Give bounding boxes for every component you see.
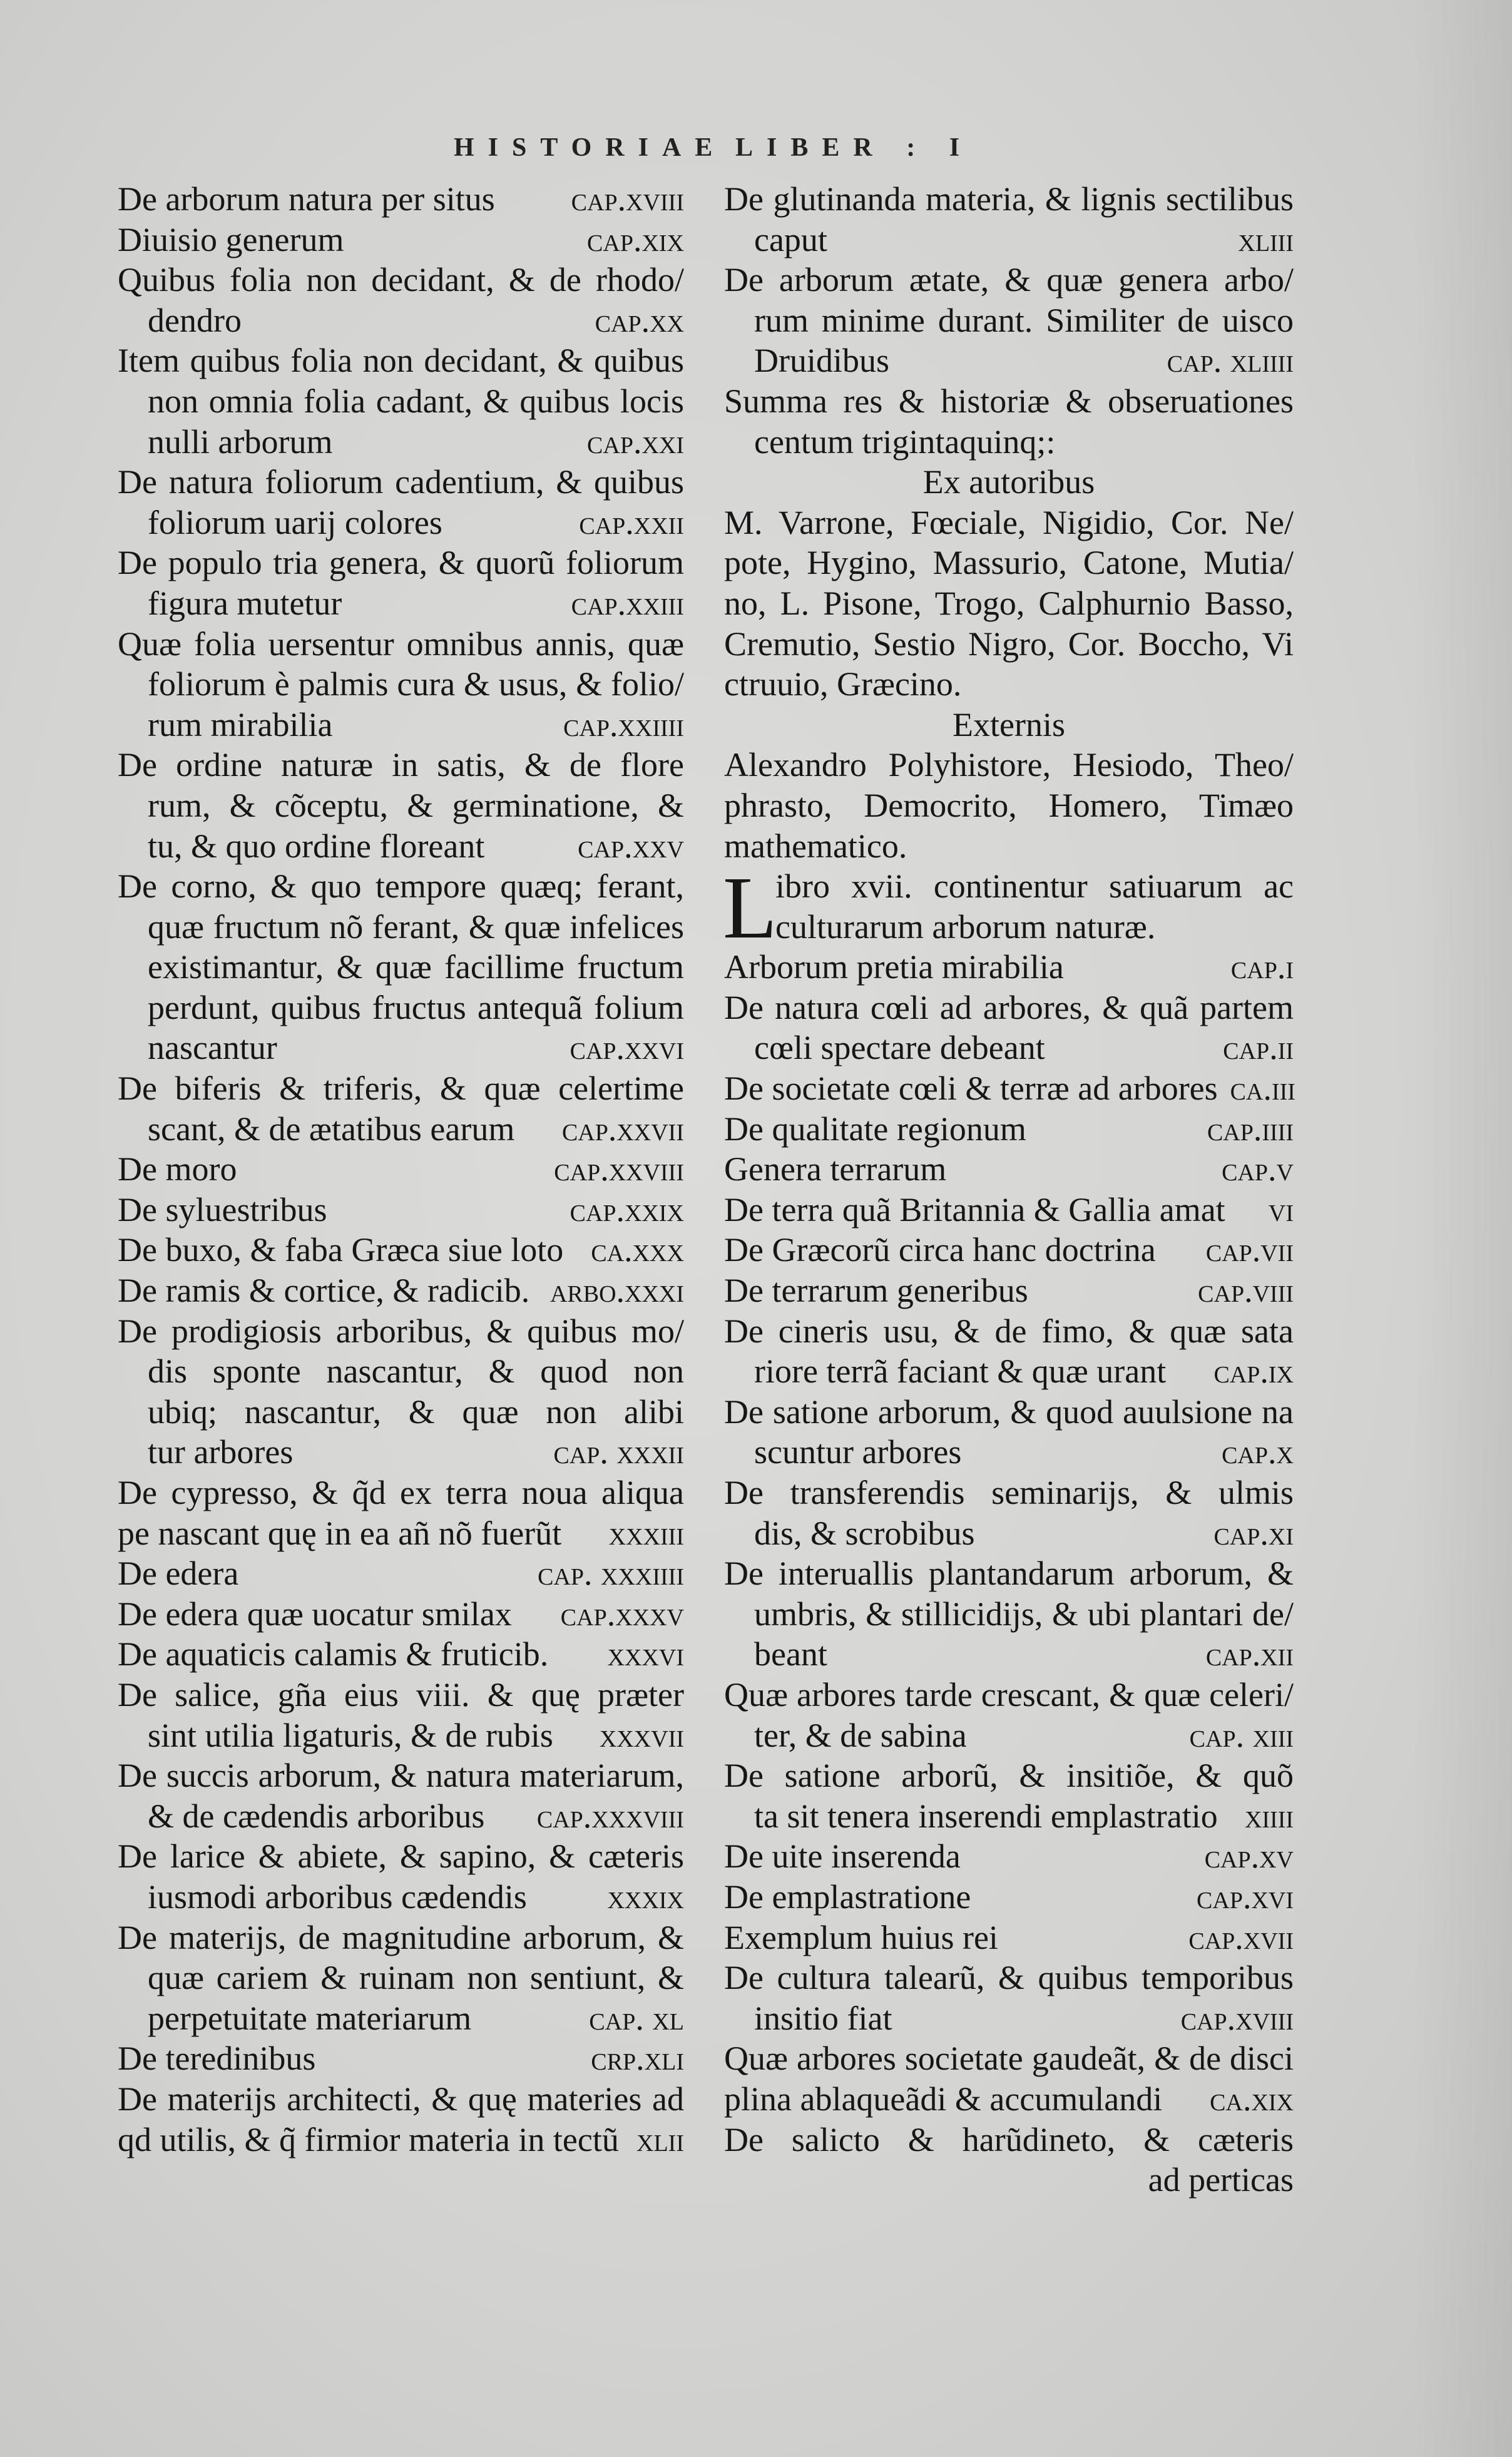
entry-text: De terra quã Britannia & Gallia amat [724,1190,1225,1228]
index-line [118,2079,684,2120]
entry-text: dendro [148,301,242,339]
entry-text: Externis [953,705,1065,743]
index-line [724,543,1294,583]
entry-text: sint utilia ligaturis, & de rubis [148,1716,553,1754]
index-line [118,422,684,462]
index-line [118,664,684,705]
chapter-number: xxxiii [608,1514,684,1552]
entry-text: ctruuio, Græcino. [724,665,962,703]
entry-text: De interuallis plantandarum arborum, & [724,1555,1294,1593]
index-line [724,1351,1294,1392]
entry-text: De ordine naturæ in satis, & de flore [118,746,684,784]
running-head-left: HISTORIAE [454,133,727,162]
index-line [118,340,684,381]
entry-text: De cultura talearũ, & quibus temporibus [724,1959,1294,1997]
entry-text: mathematico. [724,827,907,865]
index-line [118,1918,684,1958]
index-line [724,260,1294,300]
index-line [118,1594,684,1635]
index-line [724,1675,1294,1715]
index-line [118,220,684,260]
chapter-number: cap.xxiiii [563,705,684,743]
chapter-number: vi [1268,1190,1294,1228]
entry-text: De edera quæ uocatur smilax [118,1595,512,1633]
index-line [118,988,684,1028]
entry-text: Arborum pretia mirabilia [724,948,1064,986]
chapter-number: cap.xv [1204,1837,1294,1876]
entry-text: rum minime durant. Similiter de uisco [754,301,1294,339]
index-line [118,1877,684,1918]
index-line [118,1553,684,1594]
entry-text: umbris, & stillicidijs, & ubi plantari de/ [754,1595,1294,1633]
entry-text: De materijs architecti, & quę materies ad [118,2080,684,2118]
entry-text: De qualitate regionum [724,1110,1026,1148]
entry-text: tu, & quo ordine floreant [148,827,485,865]
chapter-number: cap.xxix [570,1190,684,1228]
index-line [724,1190,1294,1230]
chapter-number: cap.xvii [1188,1918,1294,1956]
entry-text: scant, & de ætatibus earum [148,1110,515,1148]
index-line [118,503,684,543]
index-line [724,1149,1294,1190]
index-line [724,1553,1294,1594]
entry-text: Quæ arbores societate gaudeãt, & de disci [724,2040,1294,2078]
entry-text: De prodigiosis arboribus, & quibus mo/ [118,1312,684,1350]
chapter-number: xxxvii [599,1716,684,1754]
entry-text: ad perticas [1148,2161,1294,2199]
chapter-number: xiiii [1244,1797,1294,1835]
index-line [724,907,1294,948]
chapter-number: cap.ii [1223,1029,1294,1067]
entry-text: scuntur arbores [754,1433,962,1471]
index-line [724,1715,1294,1756]
chapter-number: cap.xxxviii [536,1797,684,1835]
index-line [724,381,1294,422]
chapter-number: xlii [636,2120,684,2158]
index-line [118,1068,684,1109]
index-line [724,1432,1294,1473]
entry-text: De ramis & cortice, & radicib. [118,1272,530,1310]
index-line [724,583,1294,624]
entry-text: De aquaticis calamis & fruticib. [118,1635,549,1673]
entry-text: De larice & abiete, & sapino, & cæteris [118,1837,684,1876]
chapter-number: cap.xxi [587,422,684,461]
entry-text: pote, Hygino, Massurio, Catone, Mutia/ [724,544,1294,582]
index-line [724,1836,1294,1877]
entry-text: foliorum uarij colores [148,503,442,541]
index-line [118,1311,684,1352]
index-line [118,381,684,422]
index-line [118,1715,684,1756]
chapter-number: xxxix [607,1877,684,1916]
index-line [118,1755,684,1796]
entry-text: De Græcorũ circa hanc doctrina [724,1231,1156,1269]
entry-text: centum trigintaquinq;: [754,422,1056,461]
index-line [724,1918,1294,1958]
chapter-number: crp.xli [591,2040,684,2078]
index-line [118,1473,684,1513]
index-line [724,1877,1294,1918]
index-line [724,705,1294,745]
chapter-number: cap.xxviii [554,1150,684,1188]
entry-text: existimantur, & quæ facillime fructum [148,948,684,986]
index-line [118,2038,684,2079]
index-line [724,1796,1294,1837]
entry-text: De corno, & quo tempore quæq; ferant, [118,867,684,906]
index-line [118,947,684,988]
index-line [724,340,1294,381]
entry-text: De cineris usu, & de fimo, & quæ sata [724,1312,1294,1350]
chapter-number: cap.v [1222,1150,1294,1188]
entry-text: plina ablaqueãdi & accumulandi [724,2080,1163,2118]
index-line [724,1755,1294,1796]
entry-text: Alexandro Polyhistore, Hesiodo, Theo/ [724,746,1294,784]
chapter-number: ca.xix [1210,2080,1294,2118]
chapter-number: cap.xvi [1197,1877,1294,1916]
index-line [724,1270,1294,1311]
index-line [118,2120,684,2160]
entry-text: pe nascant quę in ea añ nõ fuerũt [118,1514,562,1552]
entry-text: Item quibus folia non decidant, & quibus [118,342,684,380]
chapter-number: cap.viii [1198,1272,1294,1310]
entry-text: De teredinibus [118,2040,316,2078]
entry-text: M. Varrone, Fœciale, Nigidio, Cor. Ne/ [724,503,1294,541]
chapter-number: cap.xii [1205,1635,1294,1673]
entry-text: De uite inserenda [724,1837,961,1876]
index-line [118,1109,684,1150]
entry-text: Exemplum huius rei [724,1918,998,1956]
entry-text: De buxo, & faba Græca siue loto [118,1231,564,1269]
index-line [724,988,1294,1028]
entry-text: nascantur [148,1029,277,1067]
entry-text: Druidibus [754,342,889,380]
index-line [118,1392,684,1433]
right-column-index [724,179,1294,2200]
index-line [118,1432,684,1473]
index-line [118,1028,684,1068]
entry-text: De cypresso, & q̃d ex terra noua aliqua [118,1474,684,1511]
chapter-number: arbo.xxxi [549,1272,684,1310]
running-head-right: LIBER : I [735,133,974,162]
chapter-number: ca.xxx [591,1231,684,1269]
index-line [724,785,1294,826]
index-line [118,1351,684,1392]
entry-text: Ex autoribus [922,463,1095,501]
index-line [724,1230,1294,1270]
index-line [118,907,684,948]
chapter-number: cap.xix [587,220,684,258]
entry-text: riore terrã faciant & quæ urant [754,1352,1167,1391]
index-line [724,503,1294,543]
drop-cap: L [723,858,777,958]
chapter-number: cap.xxxv [560,1595,684,1633]
index-line [118,1513,684,1554]
chapter-number: cap.xxvi [570,1029,684,1067]
chapter-number: cap.xviii [571,180,684,218]
entry-text: Summa res & historiæ & obseruationes [724,382,1294,420]
index-line [724,462,1294,503]
entry-text: De moro [118,1150,237,1188]
index-line [118,1796,684,1837]
entry-text: Quæ folia uersentur omnibus annis, quæ [118,625,684,663]
index-line [118,462,684,503]
left-column-index [118,179,684,2160]
index-line [118,1836,684,1877]
entry-text: rum, & cõceptu, & germinatione, & [148,786,684,824]
entry-text: De succis arborum, & natura materiarum, [118,1757,684,1795]
chapter-number: cap.i [1230,948,1294,986]
index-line [724,220,1294,260]
index-line [724,1594,1294,1635]
index-line [724,179,1294,220]
chapter-number: cap.xi [1213,1514,1294,1552]
entry-text: De salicto & harũdineto, & cæteris [724,2120,1294,2158]
entry-text: De populo tria genera, & quorũ foliorum [118,544,684,582]
index-line [118,583,684,624]
chapter-number: cap.xx [595,301,684,339]
index-line [118,1149,684,1190]
index-line [724,1473,1294,1513]
chapter-number: cap.xxiii [571,584,684,622]
index-line [724,826,1294,867]
entry-text: perpetuitate materiarum [148,1999,472,2037]
index-line [724,664,1294,705]
index-line [118,1634,684,1675]
entry-text: quæ cariem & ruinam non sentiunt, & [148,1959,684,1997]
entry-text: Genera terrarum [724,1150,947,1188]
entry-text: quæ fructum nõ ferant, & quæ infelices [148,907,684,946]
entry-text: Cremutio, Sestio Nigro, Cor. Boccho, Vi [724,625,1294,663]
entry-text: phrasto, Democrito, Homero, Timæo [724,786,1294,824]
entry-text: non omnia folia cadant, & quibus locis [148,382,684,420]
chapter-number: cap.iiii [1207,1110,1294,1148]
index-line [118,785,684,826]
entry-text: ibro xvii. continentur satiuarum ac [775,867,1294,906]
page-edge-shadow [1412,0,1512,2457]
entry-text: perdunt, quibus fructus antequã folium [148,988,684,1026]
index-line [724,1311,1294,1352]
entry-text: De syluestribus [118,1190,327,1228]
index-line [118,260,684,300]
entry-text: tur arbores [148,1433,294,1471]
entry-text: & de cædendis arboribus [148,1797,485,1835]
entry-text: De glutinanda materia, & lignis sectilibus [724,180,1294,218]
entry-text: De biferis & triferis, & quæ celertime [118,1070,684,1108]
chapter-number: cap. xliiii [1167,342,1294,380]
index-line [118,1270,684,1311]
index-line [724,745,1294,785]
entry-text: culturarum arborum naturæ. [775,907,1156,946]
index-line [118,866,684,907]
entry-text: De natura cœli ad arbores, & quã partem [724,988,1294,1026]
index-line [724,1068,1294,1109]
entry-text: rum mirabilia [148,705,333,743]
chapter-number: cap.x [1222,1433,1294,1471]
entry-text: De societate cœli & terræ ad arbores [724,1070,1218,1108]
index-line [724,1998,1294,2039]
index-line [118,1998,684,2039]
entry-text: ubiq; nascantur, & quæ non alibi [148,1392,684,1431]
entry-text: cœli spectare debeant [754,1029,1045,1067]
index-line [724,1958,1294,1998]
entry-text: De arborum ætate, & quæ genera arbo/ [724,261,1294,299]
index-line [724,300,1294,341]
index-line [724,2038,1294,2079]
index-line [118,1675,684,1715]
entry-text: figura mutetur [148,584,342,622]
index-line [118,624,684,665]
entry-text: ta sit tenera inserendi emplastratio [754,1797,1218,1835]
chapter-number: xliii [1238,220,1294,258]
entry-text: De arborum natura per situs [118,180,495,218]
entry-text: De edera [118,1555,239,1593]
entry-text: beant [754,1635,827,1673]
entry-text: De satione arborũ, & insitiõe, & quõ [724,1757,1294,1795]
chapter-number: cap.xxii [579,503,684,541]
index-line [724,2079,1294,2120]
index-line [118,705,684,745]
index-line [118,179,684,220]
chapter-number: ca.iii [1230,1070,1295,1108]
entry-text: dis, & scrobibus [754,1514,975,1552]
index-line [118,543,684,583]
index-line [118,1190,684,1230]
index-line [724,1513,1294,1554]
entry-text: De emplastratione [724,1877,971,1916]
entry-text: nulli arborum [148,422,333,461]
chapter-number: cap.ix [1213,1352,1294,1391]
entry-text: caput [754,220,827,258]
entry-text: De natura foliorum cadentium, & quibus [118,463,684,501]
index-line [118,300,684,341]
entry-text: De transferendis seminarijs, & ulmis [724,1474,1294,1511]
entry-text: De terrarum generibus [724,1272,1028,1310]
entry-text: De salice, gña eius viii. & quę præter [118,1675,684,1714]
entry-text: De materijs, de magnitudine arborum, & [118,1918,684,1956]
index-line [118,1958,684,1998]
index-line [724,422,1294,462]
index-line [724,2120,1294,2160]
chapter-number: xxxvi [607,1635,684,1673]
chapter-number: cap. xiii [1189,1716,1294,1754]
chapter-number: cap.xxv [578,827,684,865]
entry-text: Quæ arbores tarde crescant, & quæ celeri/ [724,1675,1294,1714]
entry-text: Diuisio generum [118,220,344,258]
index-line [724,947,1294,988]
chapter-number: cap.xviii [1180,1999,1294,2037]
entry-text: ter, & de sabina [754,1716,967,1754]
chapter-number: cap. xl [589,1999,684,2037]
chapter-number: cap. xxxii [553,1433,684,1471]
index-line [724,624,1294,665]
entry-text: dis sponte nascantur, & quod non [148,1352,684,1391]
entry-text: Quibus folia non decidant, & de rhodo/ [118,261,684,299]
index-line [118,745,684,785]
entry-text: insitio fiat [754,1999,892,2037]
index-line [118,1230,684,1270]
chapter-number: cap.vii [1205,1231,1294,1269]
index-line [724,2160,1294,2200]
index-line [724,1109,1294,1150]
index-line [724,1392,1294,1433]
index-line [118,826,684,867]
entry-text: foliorum è palmis cura & usus, & folio/ [148,665,684,703]
entry-text: no, L. Pisone, Trogo, Calphurnio Basso, [724,584,1294,622]
entry-text: De satione arborum, & quod auulsione na [724,1392,1294,1431]
entry-text: qd utilis, & q̃ firmior materia in tectũ [118,2120,619,2158]
chapter-number: cap.xxvii [561,1110,684,1148]
entry-text: iusmodi arboribus cædendis [148,1877,527,1916]
index-line [724,1634,1294,1675]
index-line [724,1028,1294,1068]
chapter-number: cap. xxxiiii [538,1555,684,1593]
